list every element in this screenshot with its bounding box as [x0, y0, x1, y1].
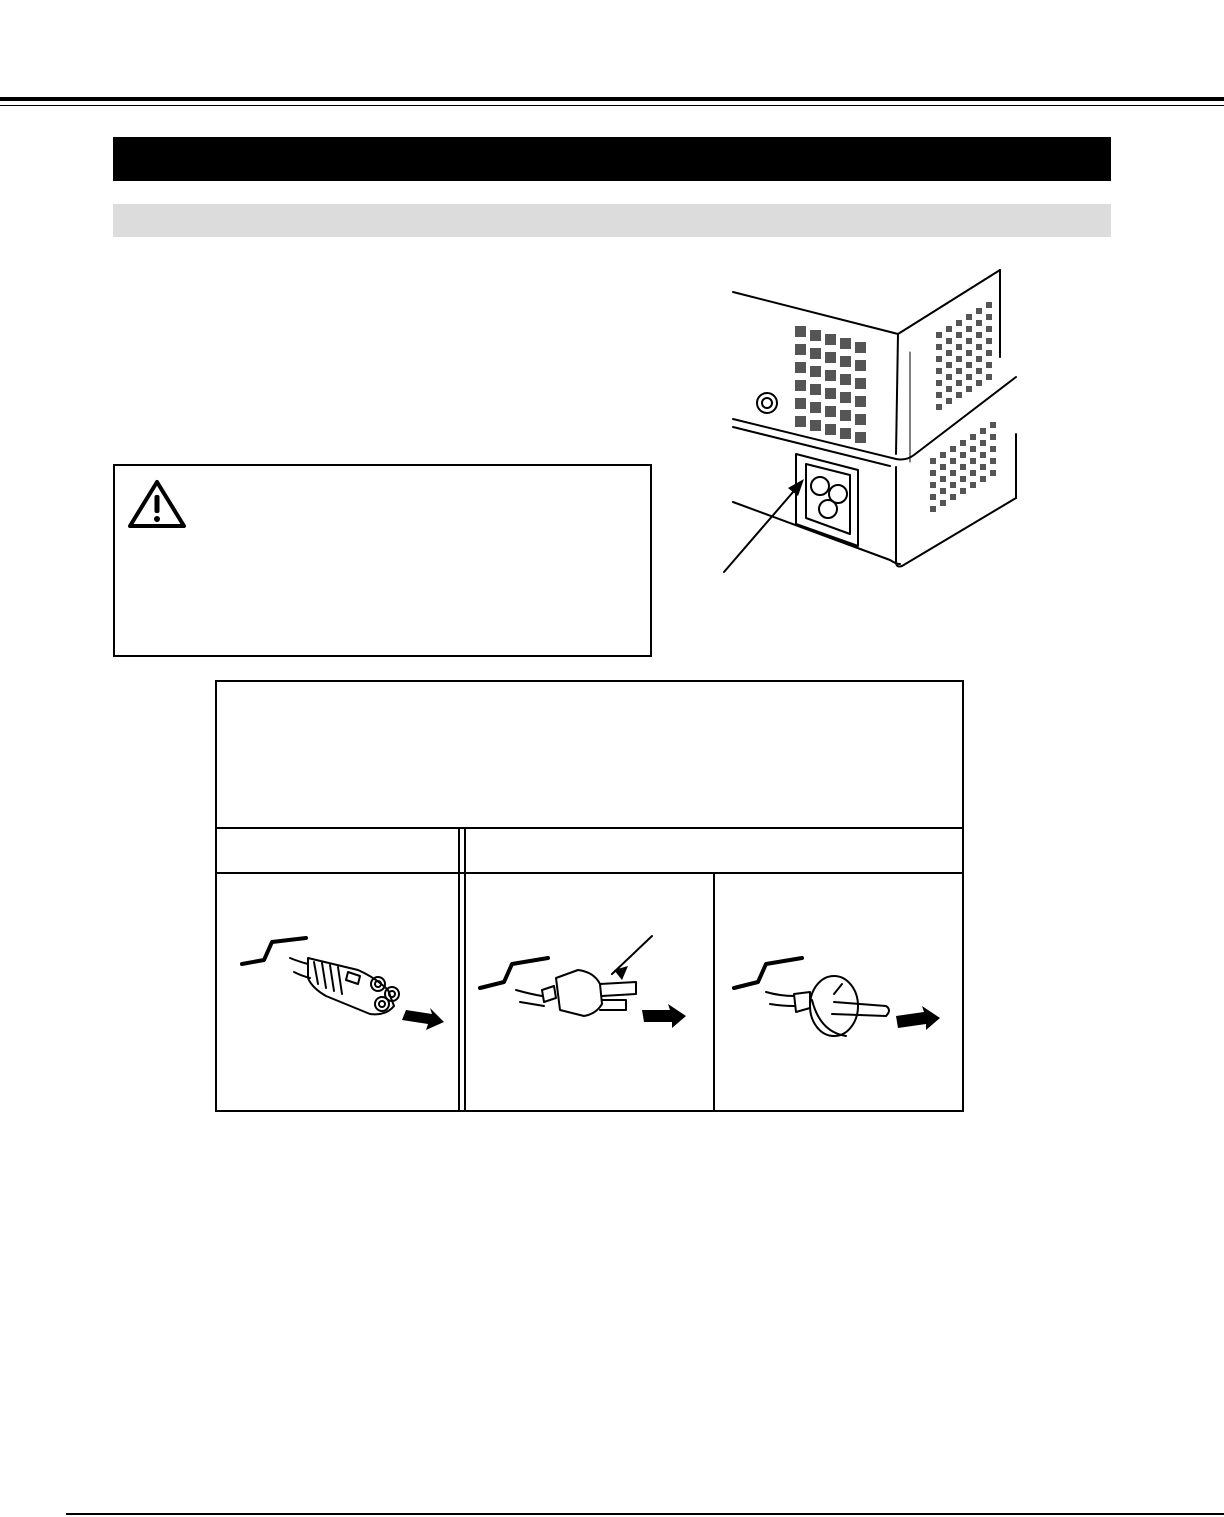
- projector-illustration: [700, 262, 1030, 582]
- footer-rule: [66, 1513, 1224, 1515]
- header-rule-thick: [0, 97, 1224, 101]
- caution-box: [113, 464, 652, 657]
- header-rule-thin: [0, 105, 1224, 106]
- section-title-bar: [113, 137, 1111, 181]
- subsection-title-bar: [113, 204, 1111, 237]
- plug-table-grid: [215, 680, 964, 1112]
- outlet-plug-2-illustration: [476, 936, 706, 1046]
- outlet-plug-3-illustration: [730, 936, 950, 1046]
- projector-connector-illustration: [238, 928, 448, 1038]
- caution-icon: [127, 478, 187, 530]
